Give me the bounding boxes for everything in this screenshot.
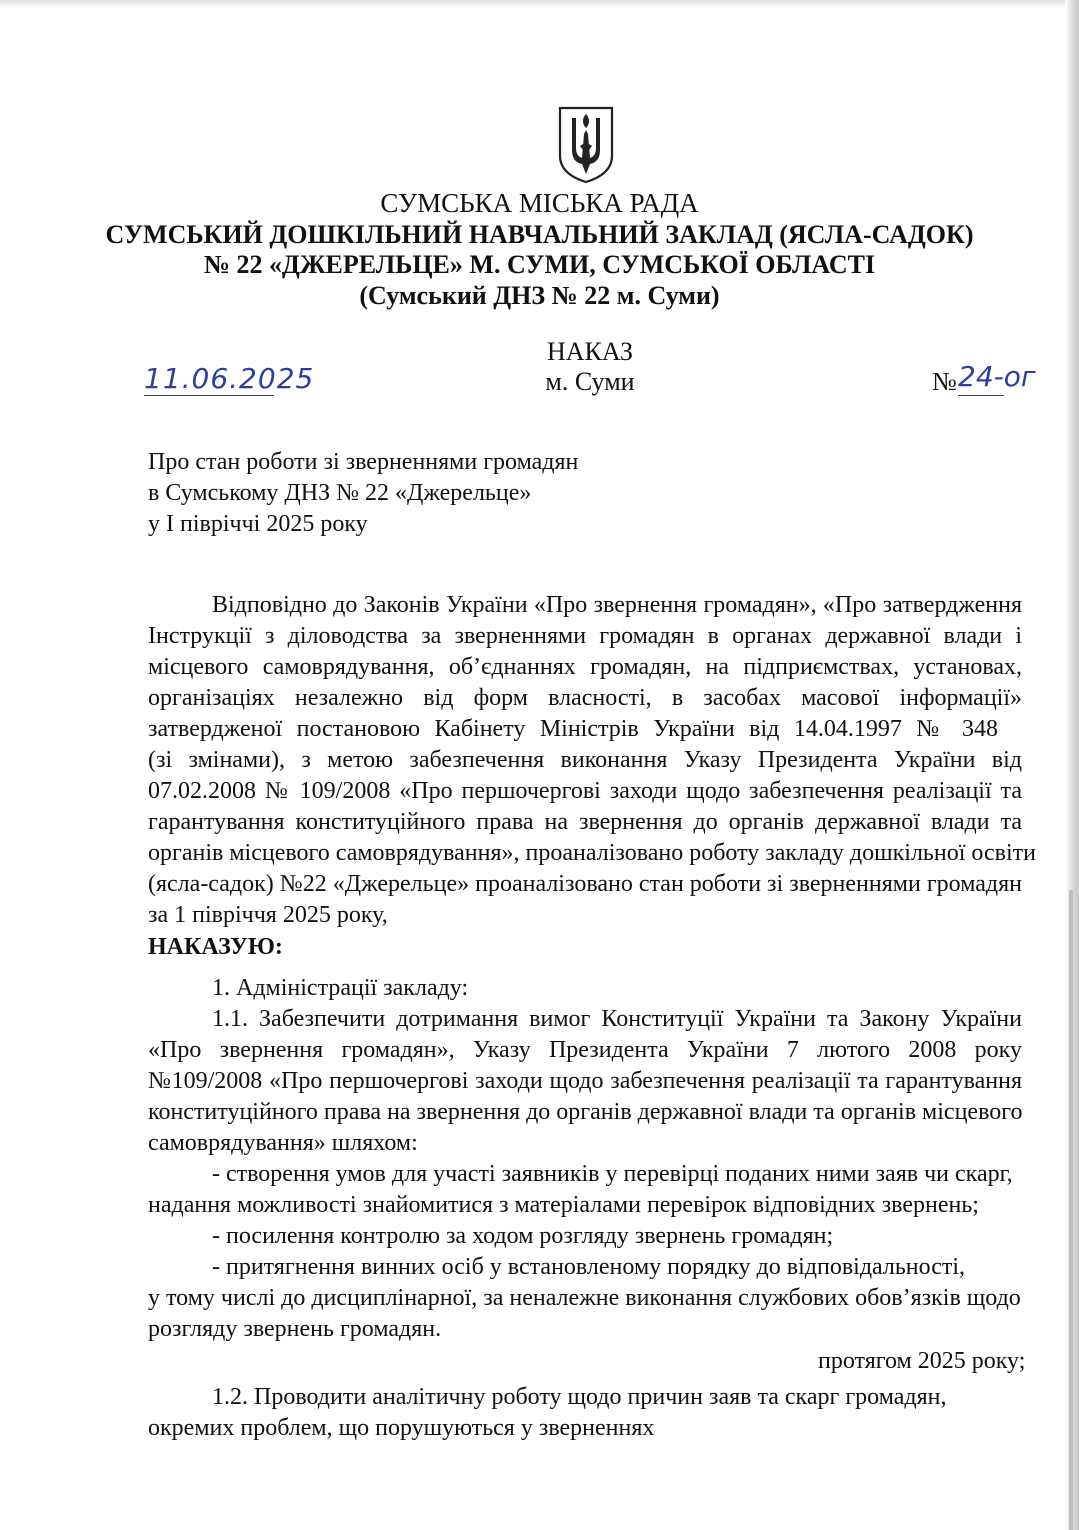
- handwritten-date: 11.06.2025: [144, 362, 315, 395]
- preamble-line: організаціях незалежно від форм власності, в засобах масової інформації»: [148, 685, 1022, 711]
- preamble-line: місцевого самоврядування, об’єднаннях громадян, на підприємствах, установах,: [148, 654, 1022, 680]
- institution-name-line2: № 22 «ДЖЕРЕЛЬЦЕ» М. СУМИ, СУМСЬКОЇ ОБЛАСТІ: [203, 250, 876, 279]
- subject-line: у І півріччі 2025 року: [148, 511, 368, 537]
- preamble-line: органів місцевого самоврядування», проаналізовано роботу закладу дошкільної освіти: [148, 840, 1036, 866]
- preamble-line: Інструкції з діловодства за зверненнями громадян в органах державної влади і: [148, 623, 1022, 649]
- preamble-line: затвердженої постановою Кабінету Міністрів України від 14.04.1997 № 348: [148, 716, 998, 742]
- order-word: НАКАЗУЮ:: [148, 934, 283, 960]
- item-1-2-line: 1.2. Проводити аналітичну роботу щодо причин заяв та скарг громадян,: [212, 1384, 947, 1410]
- bullet-line: - притягнення винних осіб у встановленому порядку до відповідальності,: [212, 1254, 966, 1280]
- bullet-line: розгляду звернень громадян.: [148, 1316, 442, 1342]
- coat-of-arms-trident-icon: [556, 104, 616, 184]
- item-1-1-line: «Про звернення громадян», Указу Президента України 7 лютого 2008 року: [148, 1037, 1022, 1063]
- document-city: м. Суми: [545, 367, 635, 396]
- date-underline: [144, 395, 274, 396]
- scan-top-edge: [0, 0, 1079, 8]
- preamble-line: 07.02.2008 № 109/2008 «Про першочергові заходи щодо забезпечення реалізації та: [148, 778, 1022, 804]
- preamble-line: (зі змінами), з метою забезпечення виконання Указу Президента України від: [148, 747, 1022, 773]
- bullet-line: - створення умов для участі заявників у перевірці поданих ними заяв чи скарг,: [212, 1161, 1013, 1187]
- deadline: протягом 2025 року;: [818, 1348, 1026, 1374]
- preamble-line: Відповідно до Законів України «Про звернення громадян», «Про затвердження: [212, 592, 1022, 618]
- handwritten-number: 24-ог: [958, 360, 1036, 393]
- bullet-line: надання можливості знайомитися з матеріалами перевірок відповідних звернень;: [148, 1192, 979, 1218]
- scrollbar-shadow: [1069, 890, 1073, 1530]
- item-1-1-line: конституційного права на звернення до органів державної влади та органів місцевого: [148, 1099, 1023, 1125]
- item-1: 1. Адміністрації закладу:: [212, 975, 469, 1001]
- item-1-1-line: №109/2008 «Про першочергові заходи щодо забезпечення реалізації та гарантування: [148, 1068, 1022, 1094]
- subject-line: Про стан роботи зі зверненнями громадян: [148, 449, 579, 475]
- number-underline: [958, 395, 1004, 396]
- document-type: НАКАЗ: [546, 337, 634, 366]
- bullet-line: у тому числі до дисциплінарної, за неналежне виконання службових обов’язків щодо: [148, 1285, 1021, 1311]
- item-1-1-line: 1.1. Забезпечити дотримання вимог Конституції України та Закону України: [212, 1006, 1022, 1032]
- institution-name-line1: СУМСЬКИЙ ДОШКІЛЬНИЙ НАВЧАЛЬНИЙ ЗАКЛАД (ЯСЛА-САДОК): [105, 220, 974, 249]
- item-1-2-line: окремих проблем, що порушуються у зверненнях: [148, 1415, 655, 1441]
- preamble-line: за 1 півріччя 2025 року,: [148, 902, 388, 928]
- number-label: №: [932, 367, 957, 396]
- item-1-1-line: самоврядування» шляхом:: [148, 1130, 418, 1156]
- council-name: СУМСЬКА МІСЬКА РАДА: [380, 188, 699, 218]
- preamble-line: (ясла-садок) №22 «Джерельце» проаналізовано стан роботи зі зверненнями громадян: [148, 871, 1022, 897]
- preamble-line: гарантування конституційного права на звернення до органів державної влади та: [148, 809, 1022, 835]
- institution-short-name: (Сумський ДНЗ № 22 м. Суми): [359, 281, 720, 310]
- bullet-line: - посилення контролю за ходом розгляду звернень громадян;: [212, 1223, 834, 1249]
- subject-line: в Сумському ДНЗ № 22 «Джерельце»: [148, 480, 532, 506]
